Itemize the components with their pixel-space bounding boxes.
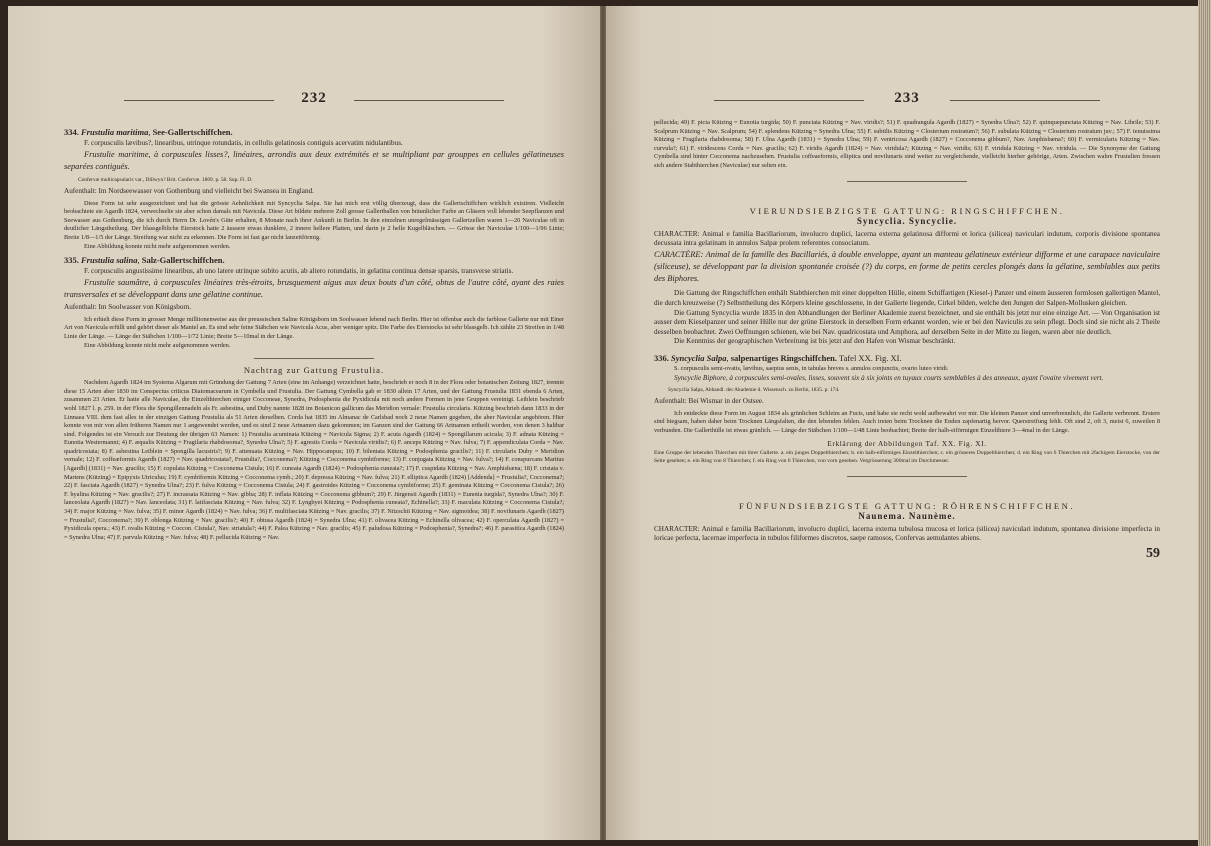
genus-74-character: Animal e familia Bacillariorum, involucro duplici, lacerna externa gelatinosa difformi et lorica (silicea) naviculari indutum, corporis divisione spontanea decussata intra gelatinam in annulos Salpæ prolem referentes consociatum.	[654, 229, 1160, 248]
genus-75-heading: FÜNFUNDSIEBZIGSTE GATTUNG: RÖHRENSCHIFFCHEN.	[738, 500, 1076, 511]
section-divider	[847, 181, 967, 182]
character-label: CHARACTER:	[654, 229, 700, 238]
species-description: Ich entdeckte diese Form im August 1834 als grünlichen Schleim an Fucis, und habe sie recht wohl aufbewahrt vor mir. Die kleinen Panzer sind unverbrennlich, die Gallerte verbrennt. Erstere sind biegsam, haben daher beim Trocknen Längsfalten, die den lebenden fehlen. Auch treten beim Trocknen die Enden zapfenartig hervor. Querstreifung fehlt. Oft sind 2, oft 3, meist 6, zuweilen 8 verbunden. Die Gallerthülle ist etwas gränlich. — Länge der Stäbchen 1/100—1/48 Linie beobachtet; Breite der halb-eiförmigen Einzelthiere 3—4mal in der Länge.	[654, 409, 1160, 434]
section-divider	[847, 476, 967, 477]
species-common-name: See-Gallertschiffchen.	[152, 127, 233, 137]
genus-74-caractere: Animal de la famille des Bacillariés, à double enveloppe, ayant un manteau gélatineux extérieur difforme et une carapace naviculaire (siliceuse), se développant par la division spontanée croisée (?) du corps, en forme de petits cercles plongés dans la gélatine, semblables aux petits des Biphores.	[654, 249, 1160, 284]
species-habitat: Aufenthalt: Im Nordseewasser von Gothenburg und vielleicht bei Swansea in England.	[64, 187, 314, 195]
species-number: 334.	[64, 127, 79, 137]
signature-number: 59	[1146, 545, 1160, 561]
left-page	[8, 6, 600, 840]
species-latin-diagnosis: F. corpusculis lævibus?, linearibus, utrinque rotundatis, in cellulis gelatinosis contiguis acervatim nidulantibus.	[84, 139, 403, 147]
species-name: Syncyclia Salpa	[671, 352, 727, 363]
section-divider	[254, 358, 374, 359]
plate-reference: Tafel XX. Fig. XI.	[838, 352, 902, 363]
genus-74-heading: VIERUNDSIEBZIGSTE GATTUNG: RINGSCHIFFCHEN.	[749, 205, 1065, 216]
character-label: CHARACTER:	[654, 524, 700, 533]
genus-74-subtitle: Syncyclia. Syncyclie.	[856, 215, 958, 226]
species-french-diagnosis: Syncyclie Biphore, à corpuscules semi-ovales, lisses, souvent six à six joints en tuyaux courts semblables à des anneaux, ayant l'ovaire vivement vert.	[674, 373, 1104, 382]
species-name: Frustulia maritima	[81, 127, 149, 137]
page-number-right: 233	[654, 90, 1160, 107]
nachtrag-continuation: pellucida; 49) F. picta Kützing = Eunotia turgida; 50) F. punctata Kützing = Nav. viridis?; 51) F. quadrangula Agardh (1827) = Synedra Ulna?; 52) F. quinquepunctata Kützing = Nav. Librile; 53) F. Scalprum Kützing = Nav. Scalprum; 54) F. splendens Kützing = Synedra Ulna; 55) F. subtilis Kützing = Closterium rostratum?; 56) F. subulata Kützing = Closterium rostratum juv.; 57) F. tenuissima Kützing = Fragilaria rhabdosoma; 58) F. Ulna Agardh (1831) = Synedra Ulna; 59) F. ventricosa Agardh (1827) = Cocconema gibbum?, Nav. Amphisbæna?; 60) F. vermicularis Kützing = Nav. curvula?; 61) F. viridescens Corda = Nav. gracilis; 62) F. viridis Agardh (1824) = Nav. viridula?; Kützing = Nav. viridis; 63) F. viridula Kützing = Nav. viridula. — Die Synonyme der Gattung Cymbella sind hinter Cocconema nachzusehen. Frustulia coffeaeformis, elliptica und novilunaris sind weiter zu vergleichende, vielleicht hierher gehörige, Arten. Zwischen wahre Frustulien fressen sich andere Stabthierchen (Naviculae) nur selten ein.	[654, 119, 1160, 169]
species-336-heading: 336. Syncyclia Salpa, salpenartiges Ringschiffchen. Tafel XX. Fig. XI.	[654, 352, 902, 363]
species-french-diagnosis: Frustulie maritime, à corpuscules lisses?, linéaires, arrondis aux deux extrémités et se multipliant par grouppes en cellules gélatineuses separées contiguës.	[64, 149, 564, 171]
species-number: 335.	[64, 255, 79, 266]
nachtrag-text: Nachdem Agardh 1824 im Systema Algarum mit Gründung der Gattung 7 Arten (eine im Anhange) verzeichnet hatte, beschrieb er noch 8 in der Flora oder botanischen Zeitung 1827, trennte diese 15 Arten aber 1830 im Conspectus criticus Diatomacearum in Cymbella und Frustulia. Der Gattung Cymbella gab er 1830 allein 17 Arten, und der Gattung Frustulia 1831 ebenda 6 Arten, zusammen 23 Arten. Er hatte alle Naviculae, die Einzelthierchen einiger Cocconeae, Synedra, Podosphenia die Pyxidicula mit noch andere Formen in jene Gruppen vereinigt. Leiblein beschrieb wohl 1827 l. p. 259. in der Flora die Spongillennadeln als Fr. asbestina, und Duby nannte 1828 im Botanicon gallicum das Meridion vernale: Frustulia circularis. Kützing beschrieb dann 1833 in der Linnaea VIII. dem fast alles in der einzigen Gattung Frustulia als 51 Arten derselben. Corda hat 1835 im Almanac de Carlsbad noch 2 neue Namen gegeben, die aber Naviculæ angehören. Hier konnte von mir von allen früheren Namen nur 1 angewendet werden, und es sind 2 neue Artnamen dazu gekommen; im Ganzen sind der Gattung 66 Artnamen ertheilt worden, von denen 3 haltbar sind. Folgendes ist ein Versuch zur Deutung der übrigen 63 Namen: 1) Frustulia acuminata Kützing = Navicula Sigma; 2) F. acuta Agardh (1824) = Spongillarum acicula; 3) F. adnata Kützing = Eunotia Westermanni; 4) F. æqualis Kützing = Fragilaria rhabdosoma?, Synedra Ulna?; 5) F. agrestis Corda = Navicula viridis?; 6) F. anceps Kützing = Nav. fulva; 7) F. appendiculata Corda = Nav. quadricostata; 8) F. asbestina Leiblein = Spongilla lacustris?; 9) F. attenuata Kützing = Nav. Hippocampus; 10) F. bilentata Kützing = Podosphenia gracilis?; 11) F. circularis Duby = Meridion vernale; 12) F. coffeæformis Agardh (1827) = Nav. quadricostata?, Frustulia?, Cocconema?; Kützing = Cocconema cymbiforme; 13) F. conjugata Kützing = Nav. fulva?; 14) F. conspurcans Martius [Agardh] (1831) = Nav. gracilis; 15) F. copulata Kützing = Cocconema Cistula; 16) F. cuneata Agardh (1824) = Podosphenia cuneata?; 17) F. cuspidata Kützing = Nav. Amphisbæna; 18) F. cristata v. Martens (Kützing) = Epipyxis Utriculus; 19) F. cymbiformis Kützing = Cocconema cymb.; 20) F. depressa Kützing = Nav. fulva; 21) F. elliptica Agardh (1824) [Addenda] = Frustulia?, Cocconema?; 22) F. fasciata Agardh (1827) = Synedra Ulna?; 23) F. fulva Kützing = Cocconema Cistula; 24) F. gastroides Kützing = Cocconema cymbiforme; 25) F. geminata Kützing = Cocconema Cistula?; 26) F. hyalina Kützing = Nav. gracilis?; 27) F. incrassata Kützing = Nav. gibba; 28) F. inflata Kützing = Cocconema gibbum?; 29) F. Jürgensii Agardh (1831) = Eunotia turgida?, Synedra Ulna?; 30) F. lanceolata Agardh (1827) = Nav. lanceolata; 31) F. latifasciata Kützing = Nav. fulva; 32) F. Lyngbyei Kützing = Podosphenia cuneata?, Echinella?; 33) F. maculata Kützing = Cocconema Cistula?; 34) F. major Kützing = Nav. fulva; 35) F. minor Agardh (1824) = Nav. fulva; 36) F. multifasciata Kützing = Nav. gracilis; 37) F. Nitzschii Kützing = Nav. sigmoidea; 38) F. novilunaris Agardh (1827) = Frustulia?, Cocconema?; 39) F. oblonga Kützing = Nav. gracilis?; 40) F. obtusa Agardh (1824) = Synedra Ulna; 41) F. olivacea Kützing = Echinella olivacea; 42) F. operculata Agardh (1827) = Pyxidicula opera.; 43) F. ovalis Kützing = Coccon. Cistula?, Nav. striatula?; 44) F. Palea Kützing = Nav. gracilis; 45) F. paludosa Kützing = Podosphenia?, Synedra?; 46) F. parasitica Agardh (1824) = Synedra Ulna; 47) F. parvula Kützing = Nav. fulva; 48) F. pellucida Kützing = Nav.	[64, 379, 564, 541]
species-common-name: salpenartiges Ringschiffchen.	[730, 352, 837, 363]
nachtrag-title: Nachtrag zur Gattung Frustulia.	[243, 365, 385, 376]
species-habitat: Aufenthalt: Bei Wismar in der Ostsee.	[654, 397, 764, 406]
species-name: Frustulia salina	[81, 255, 138, 266]
species-note: Eine Abbildung konnte nicht mehr aufgenommen werden.	[84, 242, 231, 250]
genus-75-character: Animal e familia Bacillariorum, involucro duplici, lacerna externa tubulosa mucosa et lorica (silicea) naviculari indutum, spontanea divisione imperfecta in loricae perfecta, lacernae imperfecta in tubulos filiformes discretos, saepe ramosos, Confervas aemulantes abiens.	[654, 524, 1160, 543]
caractere-label: CARACTÈRE:	[654, 249, 704, 259]
species-335-heading: 335. Frustulia salina, Salz-Gallertschiffchen.	[64, 255, 225, 266]
page-edges	[1198, 0, 1211, 846]
species-habitat: Aufenthalt: Im Soolwasser von Königsborn.	[64, 303, 192, 312]
species-note: Eine Abbildung konnte nicht mehr aufgenommen werden.	[84, 341, 231, 349]
species-source: Confervæ multicapsularis var., Dillwyn? Brit. Confervæ. 1809. p. 58. Sup. Fl. D.	[78, 177, 253, 183]
species-latin-diagnosis: S. corpusculis semi-ovatis, lævibus, saepius senis, in tabulas breves s. annulos conjunctis, ovario luteo viridi.	[674, 364, 949, 372]
species-334-heading: 334. Frustulia maritima, See-Gallertschiffchen.	[64, 127, 233, 137]
species-number: 336.	[654, 352, 669, 363]
genus-75-subtitle: Naunema. Naunème.	[858, 510, 956, 521]
species-source: Syncyclia Salpa, Abhandl. der Akademie d. Wissensch. zu Berlin, 1835. p. 174.	[668, 387, 840, 394]
page-number-left: 232	[64, 90, 564, 107]
species-french-diagnosis: Frustulie saumâtre, à corpuscules linéaires très-étroits, brusquement aigus aux deux bouts d'un côté, obtus de l'autre côté, ayant des raies transversales et se développant dans une gélatine continue.	[64, 277, 564, 299]
genus-74-paragraph-1: Die Gattung der Ringschiffchen enthält Stabthierchen mit einer doppelten Hülle, einem Schiffartigen (Kiesel-) Panzer und einem äusseren formlosen gallertigen Mantel, die durch kreuzweise (?) Selbsttheilung des Körpers kleine geschlossene, in der Gallerte liegende, Cirkel bilden, welche den Jungen der Salpen-Mollusken gleichen.	[654, 289, 1160, 307]
figure-explanation: Eine Gruppe der lebenden Thierchen mit ihrer Gallerte. a. ein junges Doppelthierchen; b. ein halb-eiförmiges Einzelthierchen; c. ein grösseres Doppelthierchen; d. ein Ring von 6 Thierchen mit 2fachigem Eierstocke, von der Seite gesehen; e. ein Ring von 8 Thierchen; f. ein Ring von 6 Thierchen, von vorn gesehen. Vergrösserung 300mal im Durchmesser.	[654, 450, 1160, 465]
right-page	[606, 6, 1198, 840]
species-description: Ich erhielt diese Form in grosser Menge milliionenweise aus der preussischen Saline Königsborn im Soolwasser lebend nach Berlin. Hier ist offenbar auch die farblose Gallerte nur mit Einer Art von Navicula erfüllt und gehört dieser als Mantel an. Es sind sehr feine Stäbchen wie Navicula Acus, aber weniger spitz. Die Farbe des Eierstocks ist sehr blassgelb. Ich zählte 23 Streifen in 1/48 Linie der Länge. — Länge der Stäbchen 1/100—1/72 Linie; Breite 5—10mal in der Länge.	[64, 315, 564, 340]
species-description: Diese Form ist sehr ausgezeichnet und hat die grösste Aehnlichkeit mit Syncyclia Salpa. Sie hat mich erst völlig überzeugt, dass die Gallertschiffchen wirklich existiren. Vielleicht beobachtete sie Agardh 1824, verwechselte sie aber schon damals mit Navicula. Diese Art bildete mehrere Zoll grosse Gallertballen von bräunlicher Farbe an Gläsern voll lebender Seepflanzen und Seewasser aus Gothenburg, die ich durch Herrn Dr. Lovén's Güte erhalten, 8 Monate nach ihrer Ankunft in Berlin. In den einzelnen unregelmässigen Gallertzellen waren 1—20 Naviculae oft in deutlicher Längstheilung. Der blassgelbliche Eierstock hatte 2 äussere etwas dunklere, 2 innere hellere Platten, und darin je 2 helle Kugelbläschen. — Grösse der Naviculae 1/100—1/96 Linie; Breite 1/8—1/5 der Länge. Streifung war nicht zu erkennen. Die Form ist fast gar nicht lanzettförmig.	[64, 199, 564, 241]
species-common-name: Salz-Gallertschiffchen.	[141, 255, 225, 266]
figure-explanation-title: Erklärung der Abbildungen Taf. XX. Fig. XI.	[827, 439, 987, 449]
genus-74-paragraph-2: Die Gattung Syncyclia wurde 1835 in den Abhandlungen der Berliner Akademie zuerst bezeichnet, und sie enthält bis jetzt nur eine einzige Art. — Von Organisation ist ausser dem Kieselpanzer und seiner Hülle nur der grüne Eierstock in derselben Form erkannt worden, wie er bei den Naviculis zu sein pflegt. Doch sind sie nicht als 2 Theile desselben beobachtet. Zwei Oeffnungen schienen, wie bei Nav. quadricostata und Amphora, auf derselben Seite in der Mitte zu liegen, waren aber nie deutlich.	[654, 308, 1160, 336]
genus-74-paragraph-3: Die Kenntniss der geographischen Verbreitung ist bis jetzt auf den Hafen von Wismar beschränkt.	[674, 337, 956, 346]
species-latin-diagnosis: F. corpusculis angustissime linearibus, ab uno latere utrinque subito acutis, ab altero rotundatis, in gelatina continua densæ sparsis, transverse striatis.	[84, 267, 514, 276]
